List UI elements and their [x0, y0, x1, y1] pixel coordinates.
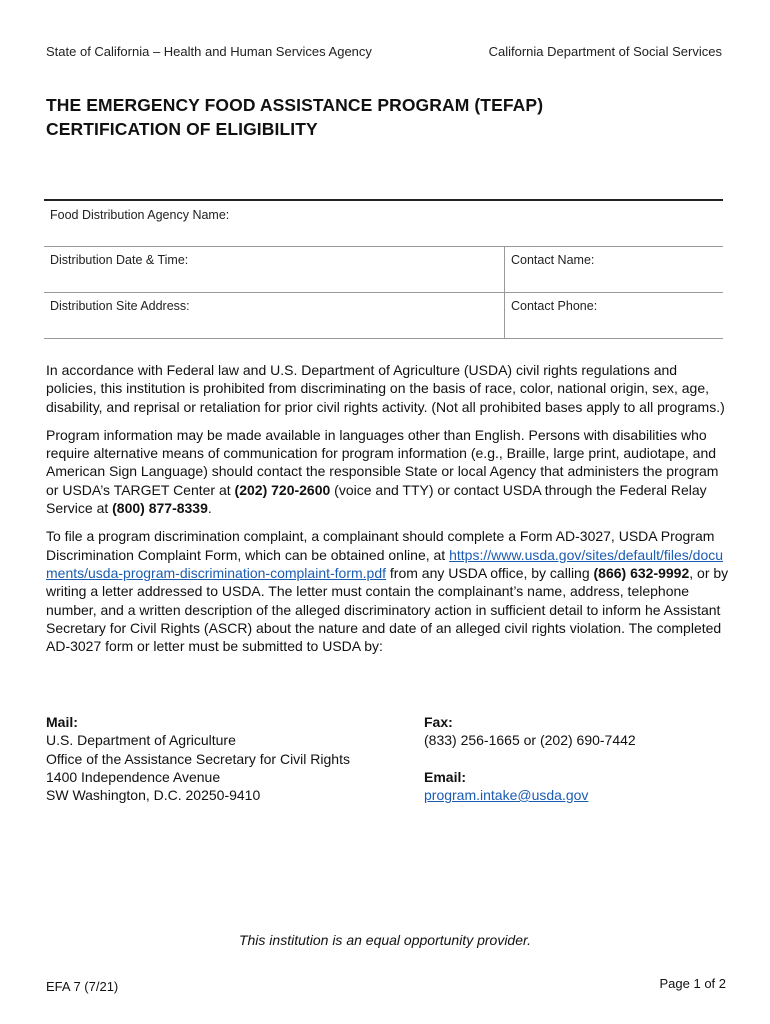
- agency-header-left: State of California – Health and Human Services Agency: [46, 44, 372, 59]
- mail-label: Mail:: [46, 714, 78, 730]
- page-number: Page 1 of 2: [659, 976, 726, 991]
- eligibility-form-table: [44, 199, 723, 338]
- title-line-1: THE EMERGENCY FOOD ASSISTANCE PROGRAM (TEFAP): [46, 95, 544, 115]
- mail-line-4: SW Washington, D.C. 20250-9410: [46, 787, 261, 804]
- contact-phone-field[interactable]: [504, 292, 723, 338]
- email-link[interactable]: program.intake@usda.gov: [424, 786, 589, 803]
- fax-email-block: [424, 713, 636, 804]
- mail-line-1: U.S. Department of Agriculture: [46, 732, 236, 749]
- target-center-phone: (202) 720-2600: [234, 481, 331, 498]
- fax-value: (833) 256-1665 or (202) 690-7442: [424, 732, 636, 749]
- distribution-date-time-field[interactable]: [44, 246, 504, 292]
- form-identifier: EFA 7 (7/21): [46, 979, 119, 994]
- contact-phone-label: Contact Phone:: [511, 299, 598, 313]
- spacer: [424, 750, 636, 768]
- form-row-date-contact: [44, 246, 723, 293]
- complaint-form-link[interactable]: https://www.usda.gov/sites/default/files/documents/usda-program-discrimination-complaint-form.pdf: [46, 546, 724, 581]
- usda-office-phone: (866) 632-9992: [593, 564, 690, 581]
- email-label: Email:: [424, 768, 467, 785]
- fax-label: Fax:: [424, 714, 453, 730]
- distribution-date-time-label: Distribution Date & Time:: [50, 253, 189, 267]
- mail-contact-block: [46, 713, 350, 804]
- nondiscrimination-statement: [46, 361, 730, 665]
- federal-relay-phone: (800) 877-8339: [112, 500, 208, 517]
- equal-opportunity-statement: This institution is an equal opportunity provider.: [238, 932, 532, 948]
- site-address-label: Distribution Site Address:: [50, 299, 190, 313]
- mail-line-3: 1400 Independence Avenue: [46, 768, 221, 785]
- paragraph-program-information: Program information may be made available in languages other than English. Persons with disabilities who require alternative means of communication for program information (e.g., Braille, large print, audiotape, and American Sign Language) should contact the responsible State or local Agency that administers the program or USDA’s TARGET Center at (202) 720-2600 (voice and TTY) or contact USDA through the Federal Relay Service at (800) 877-8339.: [46, 426, 719, 517]
- paragraph-complaint-filing: To file a program discrimination complaint, a complainant should complete a Form AD-3027, USDA Program Discrimination Complaint Form, which can be obtained online, at https://www.usda.gov/sites/default/files/documents/usda-program-discrimination-complaint-form.pdf from any USDA office, by calling (866) 632-9992, or by writing a letter addressed to USDA. The letter must contain the complainant’s name, address, telephone number, and a written description of the alleged discriminatory action in sufficient detail to inform he Assistant Secretary for Civil Rights (ASCR) about the nature and date of an alleged civil rights violation. The completed AD-3027 form or letter must be submitted to USDA by:: [46, 528, 729, 655]
- mail-line-2: Office of the Assistance Secretary for Civil Rights: [46, 750, 350, 767]
- agency-name-field[interactable]: [44, 201, 723, 246]
- page-title: [46, 93, 543, 141]
- site-address-field[interactable]: [44, 292, 504, 338]
- contact-name-label: Contact Name:: [511, 253, 595, 267]
- contact-name-field[interactable]: [504, 246, 723, 292]
- agency-name-label: Food Distribution Agency Name:: [50, 208, 230, 222]
- form-row-address-phone: [44, 292, 723, 339]
- agency-header-right: California Department of Social Services: [488, 44, 722, 59]
- title-line-2: CERTIFICATION OF ELIGIBILITY: [46, 119, 318, 139]
- paragraph-civil-rights: In accordance with Federal law and U.S. Department of Agriculture (USDA) civil rights regulations and policies, this institution is prohibited from discriminating on the basis of race, color, national origin, sex, age, disability, and reprisal or retaliation for prior civil rights activity. (Not all prohibited bases apply to all programs.): [46, 362, 725, 415]
- form-row-agency: [44, 201, 723, 247]
